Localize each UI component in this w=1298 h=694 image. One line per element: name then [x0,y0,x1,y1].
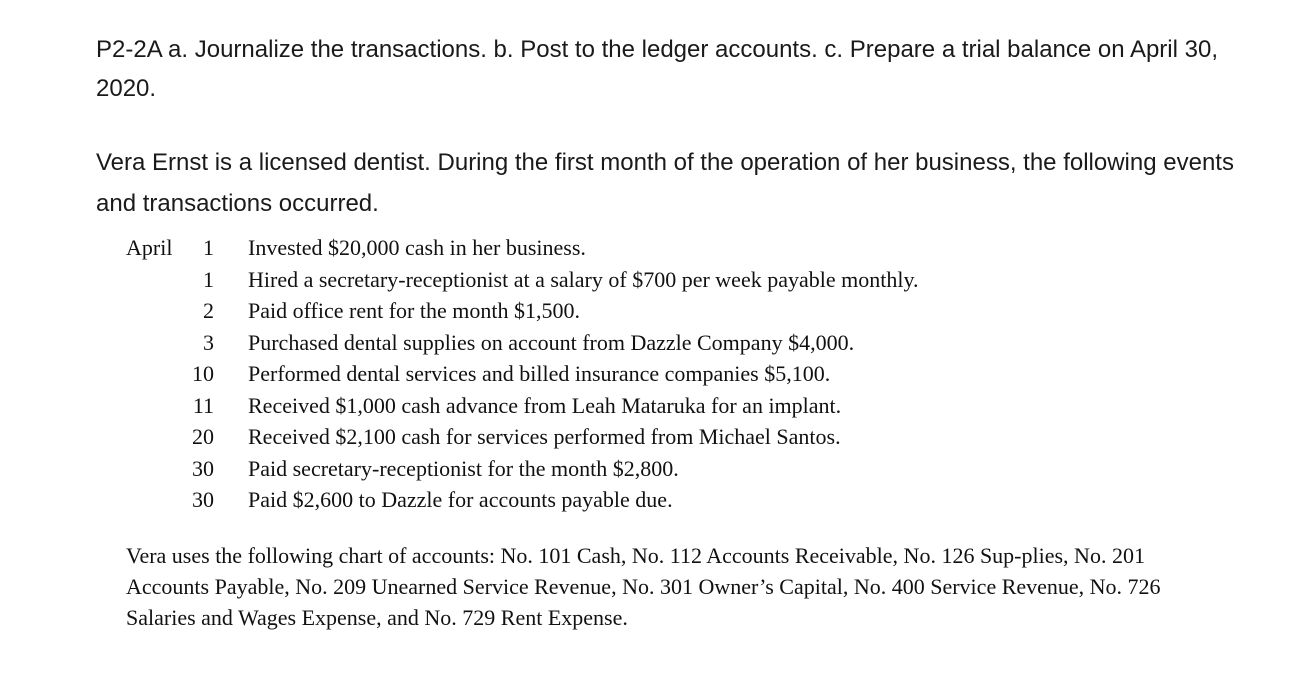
transaction-day: 2 [203,298,214,323]
transaction-month [126,264,182,296]
transaction-description: Paid $2,600 to Dazzle for accounts payable due. [248,487,673,512]
transaction-row [126,358,1126,390]
transaction-description: Paid office rent for the month $1,500. [248,298,580,323]
transaction-day: 3 [203,329,214,355]
transaction-row [126,390,1126,422]
transaction-day: 1 [203,266,214,292]
transaction-row [126,421,1126,453]
transaction-row [126,327,1126,359]
transaction-description: Purchased dental supplies on account from Dazzle Company $4,000. [248,329,855,355]
transaction-row [126,295,1126,327]
transaction-day: 30 [192,487,214,512]
transaction-list [126,232,1126,516]
transaction-month [126,453,182,485]
transaction-month [126,484,182,516]
transaction-month: April [126,235,173,260]
transaction-description: Received $2,100 cash for services performed from Michael Santos. [248,424,841,449]
transaction-description: Performed dental services and billed insurance companies $5,100. [248,361,831,386]
chart-of-accounts-paragraph: Vera uses the following chart of accounts: No. 101 Cash, No. 112 Accounts Receivable, No. 126 Sup-plies, No. 201 Accounts Payable, No. 209 Unearned Service Revenue, No. 301 Owner’s Capital, No. 400 Service Revenue, No. 726 Salaries and Wages Expense, and No. 729 Rent Expense. [126,543,1161,630]
transaction-day: 11 [192,392,214,418]
transaction-month [126,390,182,422]
transaction-month [126,358,182,390]
transaction-month [126,421,182,453]
transaction-day: 20 [192,424,214,449]
transaction-row [126,264,1126,296]
problem-heading: P2-2A a. Journalize the transactions. b. Post to the ledger accounts. c. Prepare a trial balance on April 30, 2020. [96,36,1218,102]
transaction-description: Invested $20,000 cash in her business. [248,235,586,260]
transaction-description: Paid secretary-receptionist for the month $2,800. [248,455,679,481]
transaction-day: 1 [203,235,214,260]
transaction-description: Hired a secretary-receptionist at a salary of $700 per week payable monthly. [248,266,919,292]
transaction-month [126,295,182,327]
transaction-day: 30 [192,455,214,481]
transaction-row [126,232,1126,264]
transaction-month [126,327,182,359]
transaction-row [126,453,1126,485]
transaction-row [126,484,1126,516]
transaction-day: 10 [192,361,214,386]
problem-intro: Vera Ernst is a licensed dentist. During the first month of the operation of her business, the following events and transactions occurred. [96,149,1234,217]
transaction-description: Received $1,000 cash advance from Leah Mataruka for an implant. [248,392,842,418]
